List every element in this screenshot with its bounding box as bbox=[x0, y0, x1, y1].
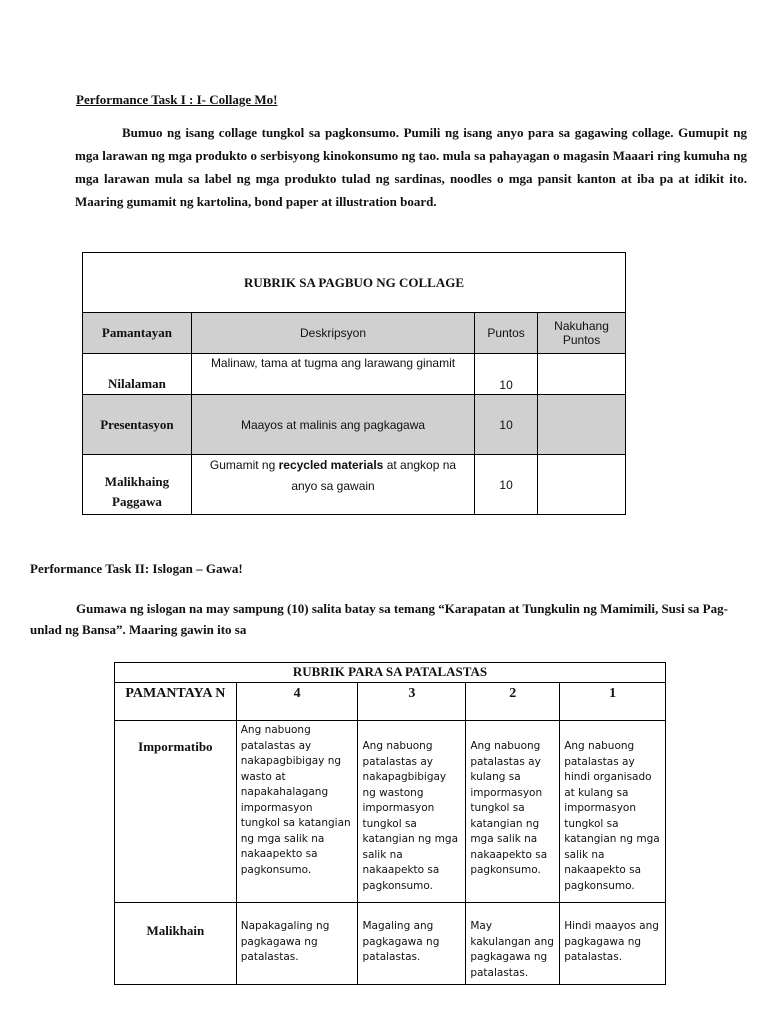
task1-instructions: Bumuo ng isang collage tungkol sa pagkonsumo. Pumili ng isang anyo para sa gagawing collage. Gumupit ng mga larawan ng mga produkto o serbisyong kinokonsumo ng tao. mula sa pahayagan o magasin Maaari ring kumuha ng mga larawan mula sa label ng mga produkto tulad ng sardinas, noodles o mga pansit kanton at iba pa at idikit ito. Maaring gumamit ng kartolina, bond paper at illustration board. bbox=[75, 125, 747, 209]
description-cell: Malinaw, tama at tugma ang larawang ginamit bbox=[191, 354, 474, 395]
criterion-cell: Malikhain bbox=[115, 903, 237, 985]
table-row bbox=[83, 354, 626, 395]
collage-rubric-table bbox=[82, 252, 626, 515]
description-cell: Maayos at malinis ang pagkagawa bbox=[191, 395, 474, 455]
criterion-cell: Presentasyon bbox=[83, 395, 192, 455]
rubric-cell: Napakagaling ng pagkagawa ng patalastas. bbox=[236, 903, 358, 985]
table-row bbox=[115, 721, 666, 903]
criterion-cell: Nilalaman bbox=[83, 354, 192, 395]
rubric-cell: Ang nabuong patalastas ay nakapagbibigay ng wastong impormasyon tungkol sa katangian ng mga salik na nakaapekto sa pagkonsumo. bbox=[358, 721, 466, 903]
table-row bbox=[83, 395, 626, 455]
description-text: at angkop na anyo sa gawain bbox=[291, 458, 457, 493]
points-cell: 10 bbox=[475, 395, 538, 455]
earned-points-cell[interactable] bbox=[538, 395, 626, 455]
rubric-cell: Ang nabuong patalastas ay nakapagbibigay ng wasto at napakahalagang impormasyon tungkol sa katangian ng mga salik na nakaapekto sa pagkonsumo. bbox=[236, 721, 358, 903]
patalastas-rubric-table bbox=[114, 662, 666, 985]
rubric-cell: Ang nabuong patalastas ay hindi organisado at kulang sa impormasyon tungkol sa katangian ng mga salik na nakaapekto sa pagkonsumo. bbox=[560, 721, 666, 903]
table-row bbox=[83, 455, 626, 515]
header-nakuhang-puntos: Nakuhang Puntos bbox=[538, 313, 626, 354]
table-header-row bbox=[83, 313, 626, 354]
header-score-2: 2 bbox=[466, 683, 560, 721]
task2-title: Performance Task II: Islogan – Gawa! bbox=[30, 561, 243, 576]
header-puntos: Puntos bbox=[475, 313, 538, 354]
description-text: Gumamit ng bbox=[209, 458, 279, 472]
table-row bbox=[115, 903, 666, 985]
task1-title: Performance Task I : I- Collage Mo! bbox=[76, 92, 278, 107]
points-cell: 10 bbox=[475, 354, 538, 395]
header-score-4: 4 bbox=[236, 683, 358, 721]
header-score-1: 1 bbox=[560, 683, 666, 721]
rubric-cell: Hindi maayos ang pagkagawa ng patalastas. bbox=[560, 903, 666, 985]
table-header-row bbox=[115, 683, 666, 721]
earned-points-cell[interactable] bbox=[538, 354, 626, 395]
rubric-cell: Ang nabuong patalastas ay kulang sa impormasyon tungkol sa katangian ng mga salik na nakaapekto sa pagkonsumo. bbox=[466, 721, 560, 903]
header-pamantayan: PAMANTAYA N bbox=[115, 683, 237, 721]
points-cell: 10 bbox=[475, 455, 538, 515]
rubric-cell: May kakulangan ang pagkagawa ng patalastas. bbox=[466, 903, 560, 985]
collage-rubric-title: RUBRIK SA PAGBUO NG COLLAGE bbox=[83, 253, 626, 313]
description-emphasis: recycled materials bbox=[278, 458, 384, 472]
header-score-3: 3 bbox=[358, 683, 466, 721]
header-pamantayan: Pamantayan bbox=[83, 313, 192, 354]
criterion-cell: Malikhaing Paggawa bbox=[83, 455, 192, 515]
task2-instructions: Gumawa ng islogan na may sampung (10) salita batay sa temang “Karapatan at Tungkulin ng Mamimili, Susi sa Pag-unlad ng Bansa”. Maaring gawin ito sa bbox=[30, 601, 728, 637]
header-deskripsyon: Deskripsyon bbox=[191, 313, 474, 354]
patalastas-rubric-title: RUBRIK PARA SA PATALASTAS bbox=[115, 663, 666, 683]
criterion-cell: Impormatibo bbox=[115, 721, 237, 903]
description-cell bbox=[191, 455, 474, 515]
rubric-cell: Magaling ang pagkagawa ng patalastas. bbox=[358, 903, 466, 985]
earned-points-cell[interactable] bbox=[538, 455, 626, 515]
